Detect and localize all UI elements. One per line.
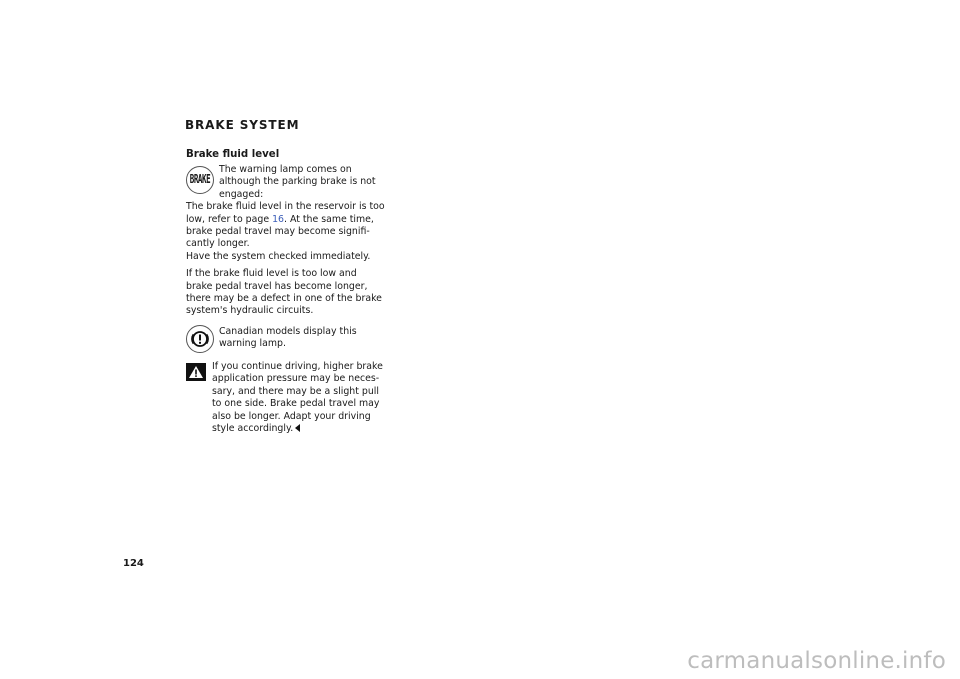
page-number: 124 xyxy=(123,558,144,569)
check-text: Have the system checked immediately. xyxy=(186,250,371,262)
defect-text: If the brake fluid level is too low and brake pedal travel has become longer, there may be a defect in one of the brake system's hydraulic circuits. xyxy=(186,268,382,317)
brake-icon-label: BRAKE xyxy=(189,171,211,187)
end-marker-icon xyxy=(295,424,300,432)
warning-block xyxy=(186,361,386,435)
section-title: BRAKE SYSTEM xyxy=(185,118,300,132)
canadian-block xyxy=(186,323,386,353)
warning-text-content: If you continue driving, higher brake application pressure may be neces-sary, and there may be a slight pull to one side. Brake pedal travel may also be longer. Adapt your driving style accordingly. xyxy=(212,360,383,434)
warning-triangle-svg xyxy=(188,365,204,379)
subheading-brake-fluid-level: Brake fluid level xyxy=(186,149,280,160)
exclamation-circle-icon xyxy=(186,325,214,353)
low-level-text xyxy=(186,201,386,251)
low-level-text-before: The brake fluid level in the reservoir is too low, refer to page xyxy=(186,201,385,225)
content-column xyxy=(186,148,386,435)
lamp-text: The warning lamp comes on although the parking brake is not engaged: xyxy=(219,164,376,200)
watermark: carmanualsonline.info xyxy=(687,648,946,674)
brake-lamp-block xyxy=(186,164,386,201)
low-level-text-after: . At the same time, brake pedal travel may become signifi-cantly longer. xyxy=(186,213,374,250)
brake-warning-icon xyxy=(186,166,214,194)
warning-text xyxy=(212,361,386,435)
canadian-text: Canadian models display this warning lamp. xyxy=(219,325,357,350)
warning-triangle-icon xyxy=(186,363,206,381)
exclamation-circle-svg xyxy=(190,329,210,349)
page-ref-link[interactable]: 16 xyxy=(272,213,285,225)
